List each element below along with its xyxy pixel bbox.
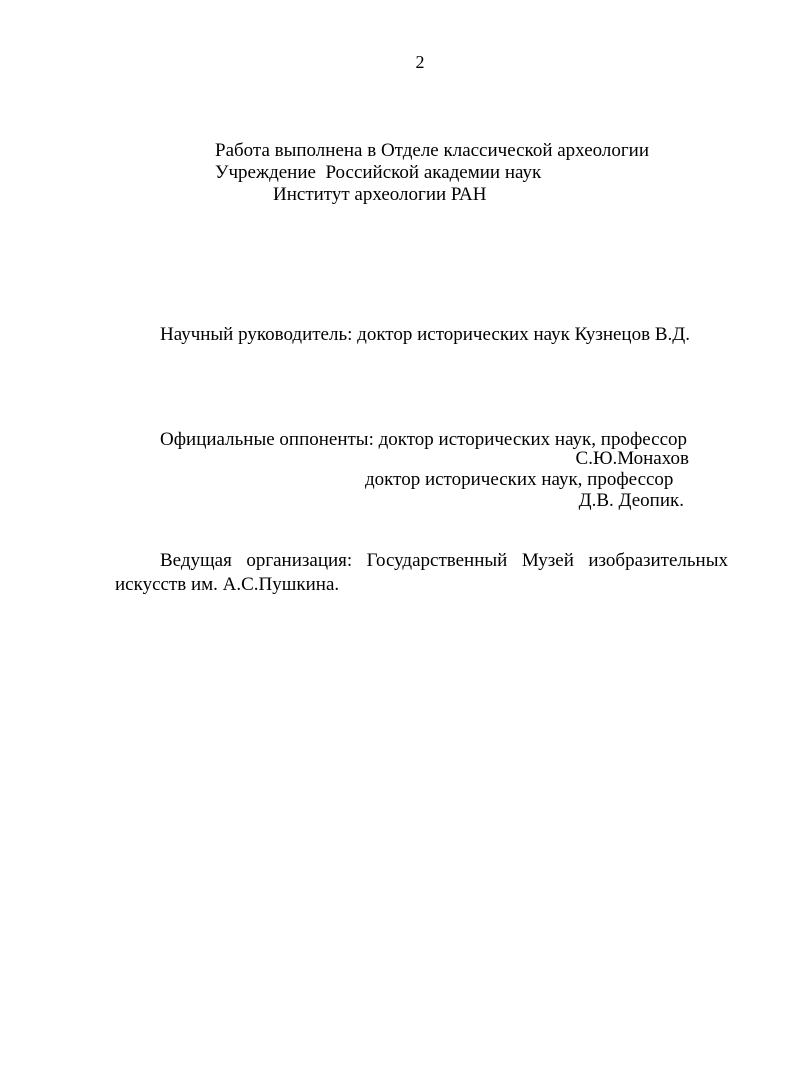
leading-organization-line-1	[160, 550, 728, 572]
lead-org-word: Музей	[521, 550, 574, 571]
opponent-name-1: С.Ю.Монахов	[575, 448, 689, 469]
scientific-supervisor: Научный руководитель: доктор исторических наук Кузнецов В.Д.	[160, 324, 690, 345]
lead-org-word: организация:	[246, 550, 353, 571]
page-number: 2	[415, 52, 425, 72]
official-opponents-line-2: доктор исторических наук, профессор	[365, 469, 674, 490]
lead-org-word: изобразительных	[588, 550, 728, 571]
official-opponents-line-1: Официальные оппоненты: доктор исторических наук, профессор	[160, 429, 688, 450]
opponent-name-2: Д.В. Деопик.	[578, 490, 684, 511]
lead-org-word: Государственный	[366, 550, 508, 571]
leading-organization-line-2: искусств им. А.С.Пушкина.	[115, 574, 340, 595]
institution-line-3: Институт археологии РАН	[273, 184, 487, 205]
lead-org-word: Ведущая	[160, 550, 232, 571]
institution-line-1: Работа выполнена в Отделе классической археологии	[215, 140, 649, 161]
institution-line-2: Учреждение Российской академии наук	[215, 162, 542, 183]
